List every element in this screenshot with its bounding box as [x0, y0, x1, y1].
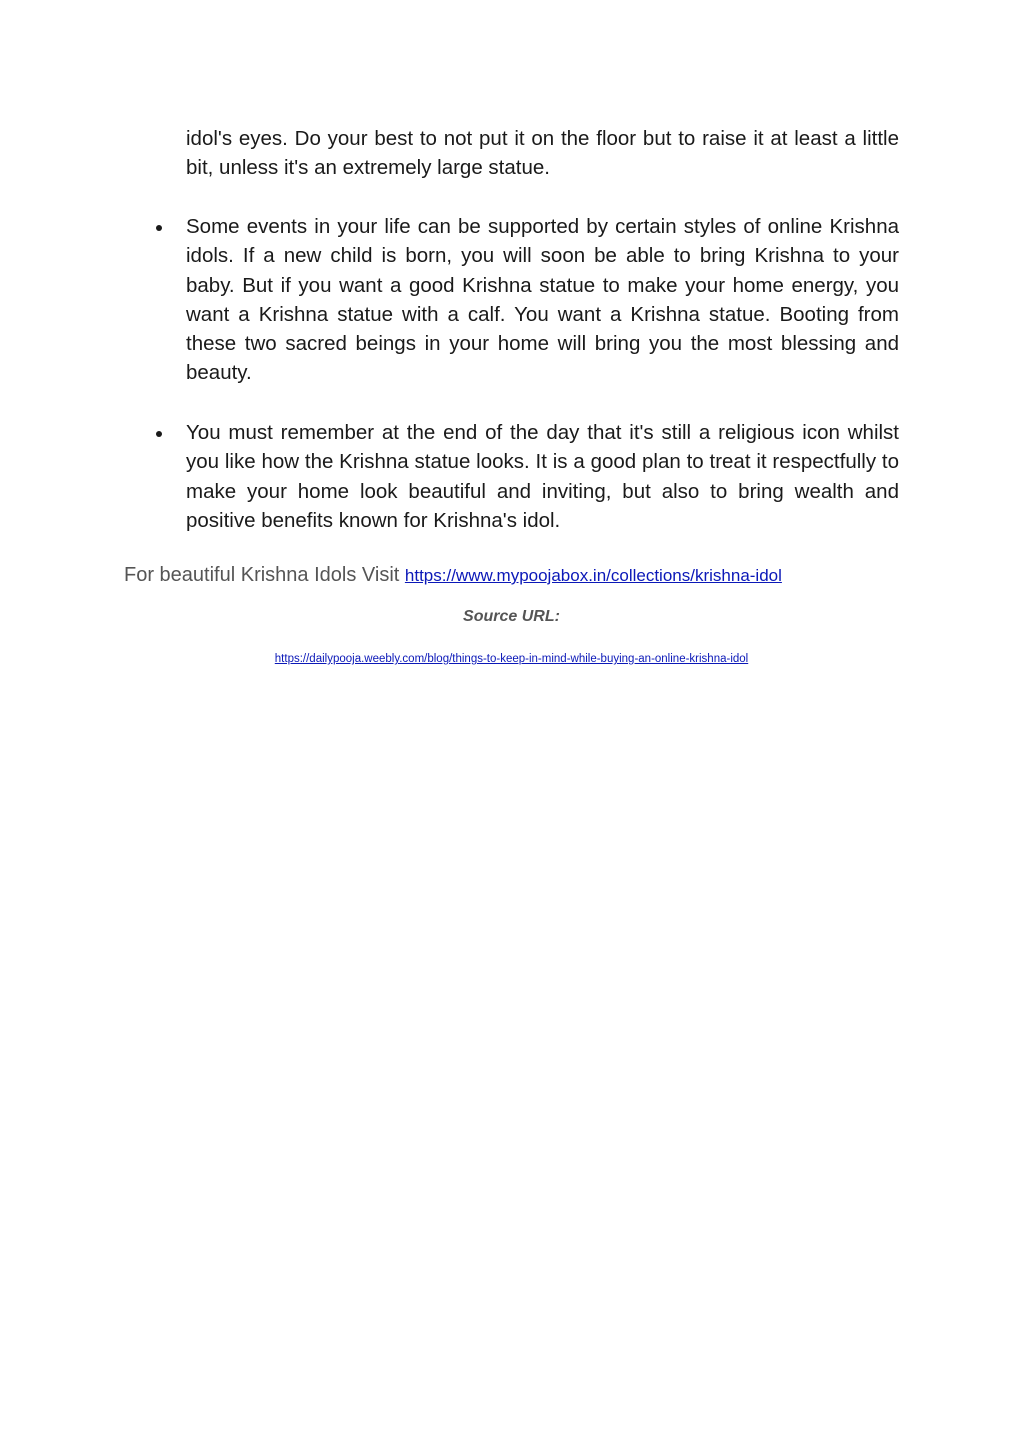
krishna-idols-link[interactable]: https://www.mypoojabox.in/collections/krishna-idol — [404, 566, 782, 585]
visit-prefix: For beautiful Krishna Idols Visit — [124, 564, 405, 586]
source-url-label: Source URL: — [463, 608, 560, 625]
bullet-paragraph-religious-icon: You must remember at the end of the day that it's still a religious icon whilst you like how the Krishna statue looks. It is a good plan to treat it respectfully to make your home look beautiful and inviting, but also to bring wealth and positive benefits known for Krishna's idol. — [186, 421, 899, 532]
continuation-paragraph: idol's eyes. Do your best to not put it on the floor but to raise it at least a little bit, unless it's an extremely large statue. — [186, 127, 899, 180]
bullet-icon — [156, 431, 162, 437]
source-url-link[interactable]: https://dailypooja.weebly.com/blog/things-to-keep-in-mind-while-buying-an-online-krishna-idol — [274, 653, 749, 665]
bullet-paragraph-events: Some events in your life can be supported by certain styles of online Krishna idols. If a new child is born, you will soon be able to bring Krishna to your baby. But if you want a good Krishna statue to make your home energy, you want a Krishna statue with a calf. You want a Krishna statue. Booting from these two sacred beings in your home will bring you the most blessing and beauty. — [186, 215, 899, 385]
visit-line — [124, 561, 782, 590]
bullet-icon — [156, 225, 162, 231]
